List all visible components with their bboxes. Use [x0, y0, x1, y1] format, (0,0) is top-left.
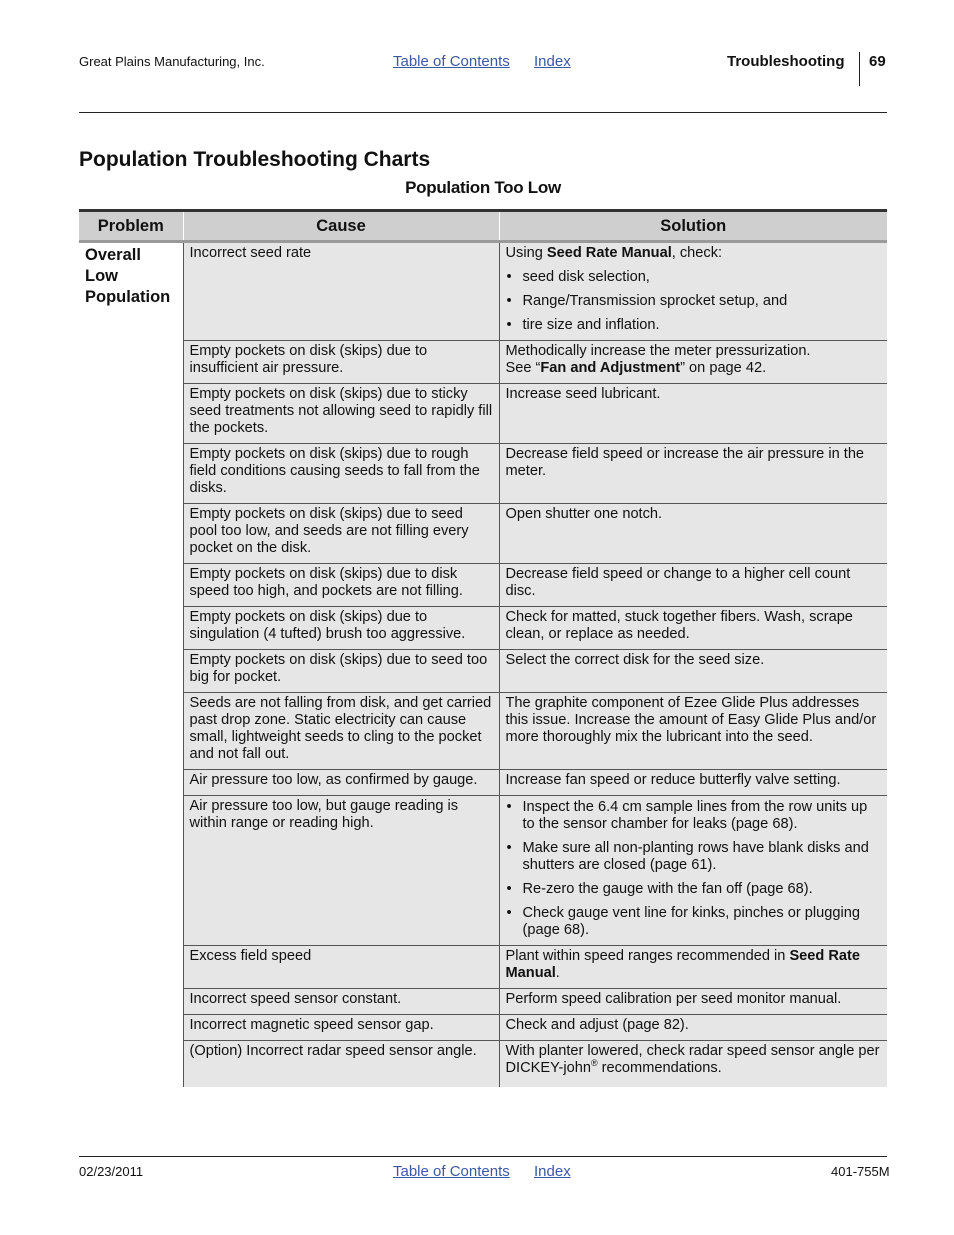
cause-cell: Incorrect seed rate	[183, 242, 499, 341]
bullet-item: • Range/Transmission sprocket setup, and	[506, 293, 882, 310]
bullet-item: • Re-zero the gauge with the fan off (page 68).	[506, 881, 882, 898]
solution-cell: Perform speed calibration per seed monitor manual.	[499, 989, 887, 1015]
manual-reference: Seed Rate Manual	[546, 245, 672, 261]
solution-text: ” on page 42.	[680, 360, 767, 376]
header-problem: Problem	[79, 211, 183, 242]
solution-cell: The graphite component of Ezee Glide Plus addresses this issue. Increase the amount of Easy Glide Plus and/or more thoroughly mix the lubricant into the seed.	[499, 693, 887, 770]
cause-cell: Air pressure too low, but gauge reading is within range or reading high.	[183, 796, 499, 946]
footer-rule	[79, 1156, 887, 1157]
table-of-contents-link-bottom[interactable]: Table of Contents	[393, 1163, 510, 1180]
cause-cell: Empty pockets on disk (skips) due to sticky seed treatments not allowing seed to rapidly fill the pockets.	[183, 384, 499, 444]
table-row	[79, 1041, 887, 1088]
bullet-item: • tire size and inflation.	[506, 317, 882, 334]
solution-cell	[499, 341, 887, 384]
header-cause: Cause	[183, 211, 499, 242]
solution-text: Methodically increase the meter pressurization.	[505, 343, 811, 359]
cause-cell: Incorrect magnetic speed sensor gap.	[183, 1015, 499, 1041]
solution-cell: Decrease field speed or change to a higher cell count disc.	[499, 564, 887, 607]
problem-cell: Overall Low Population	[79, 242, 183, 1088]
cause-cell: Empty pockets on disk (skips) due to seed pool too low, and seeds are not filling every pocket on the disk.	[183, 504, 499, 564]
solution-text: Plant within speed ranges recommended in	[505, 948, 790, 964]
footer-date: 02/23/2011	[79, 1164, 144, 1179]
solution-cell	[499, 796, 887, 946]
table-row	[79, 693, 887, 770]
bullet-item: • Inspect the 6.4 cm sample lines from the row units up to the sensor chamber for leaks (page 68).	[506, 799, 882, 833]
solution-cell: Check for matted, stuck together fibers. Wash, scrape clean, or replace as needed.	[499, 607, 887, 650]
document-number: 401-755M	[831, 1164, 890, 1179]
table-row	[79, 796, 887, 946]
table-row	[79, 770, 887, 796]
solution-text: .	[555, 965, 560, 981]
table-of-contents-link-top[interactable]: Table of Contents	[393, 53, 510, 70]
cause-cell: Air pressure too low, as confirmed by gauge.	[183, 770, 499, 796]
solution-cell: Decrease field speed or increase the air pressure in the meter.	[499, 444, 887, 504]
registered-mark: ®	[590, 1058, 598, 1069]
cause-cell: (Option) Incorrect radar speed sensor angle.	[183, 1041, 499, 1088]
solution-bullet-list	[506, 269, 882, 334]
manual-reference: Seed Rate Manual	[505, 948, 861, 981]
cause-cell: Empty pockets on disk (skips) due to insufficient air pressure.	[183, 341, 499, 384]
solution-text: With planter lowered, check radar speed sensor angle per DICKEY-john	[505, 1043, 880, 1076]
table-row	[79, 946, 887, 989]
cause-cell: Empty pockets on disk (skips) due to seed too big for pocket.	[183, 650, 499, 693]
table-header-row	[79, 211, 887, 242]
cause-cell: Seeds are not falling from disk, and get carried past drop zone. Static electricity can cause small, lightweight seeds to cling to the pocket and not fall out.	[183, 693, 499, 770]
solution-text: Using	[505, 245, 547, 261]
bullet-item: • Make sure all non-planting rows have blank disks and shutters are closed (page 61).	[506, 840, 882, 874]
index-link-bottom[interactable]: Index	[534, 1163, 571, 1180]
table-row	[79, 1015, 887, 1041]
solution-cell: Select the correct disk for the seed size.	[499, 650, 887, 693]
solution-cell: Open shutter one notch.	[499, 504, 887, 564]
solution-text: recommendations.	[597, 1060, 722, 1076]
cause-cell: Empty pockets on disk (skips) due to rough field conditions causing seeds to fall from the disks.	[183, 444, 499, 504]
table-row	[79, 504, 887, 564]
solution-cell: Check and adjust (page 82).	[499, 1015, 887, 1041]
solution-text: See “	[505, 360, 541, 376]
section-reference: Fan and Adjustment	[540, 360, 681, 376]
company-name: Great Plains Manufacturing, Inc.	[79, 54, 265, 69]
table-row	[79, 564, 887, 607]
table-row	[79, 989, 887, 1015]
cause-cell: Empty pockets on disk (skips) due to singulation (4 tufted) brush too aggressive.	[183, 607, 499, 650]
header-divider	[859, 52, 860, 86]
table-row	[79, 384, 887, 444]
header-rule	[79, 112, 887, 113]
cause-cell: Incorrect speed sensor constant.	[183, 989, 499, 1015]
solution-cell: Increase fan speed or reduce butterfly valve setting.	[499, 770, 887, 796]
table-row	[79, 242, 887, 341]
page-title: Population Troubleshooting Charts	[79, 148, 431, 171]
solution-cell	[499, 1041, 887, 1088]
solution-cell	[499, 946, 887, 989]
solution-cell	[499, 242, 887, 341]
table-row	[79, 444, 887, 504]
header-solution: Solution	[499, 211, 887, 242]
bullet-item: • seed disk selection,	[506, 269, 882, 286]
troubleshooting-table	[79, 209, 887, 1087]
cause-cell: Empty pockets on disk (skips) due to disk speed too high, and pockets are not filling.	[183, 564, 499, 607]
index-link-top[interactable]: Index	[534, 53, 571, 70]
cause-cell: Excess field speed	[183, 946, 499, 989]
solution-cell: Increase seed lubricant.	[499, 384, 887, 444]
solution-bullet-list	[506, 799, 882, 939]
table-row	[79, 341, 887, 384]
table-row	[79, 607, 887, 650]
page-number: 69	[869, 53, 886, 70]
bullet-item: • Check gauge vent line for kinks, pinches or plugging (page 68).	[506, 905, 882, 939]
section-name: Troubleshooting	[727, 53, 845, 70]
table-title: Population Too Low	[405, 178, 561, 197]
table-row	[79, 650, 887, 693]
solution-text: , check:	[671, 245, 723, 261]
